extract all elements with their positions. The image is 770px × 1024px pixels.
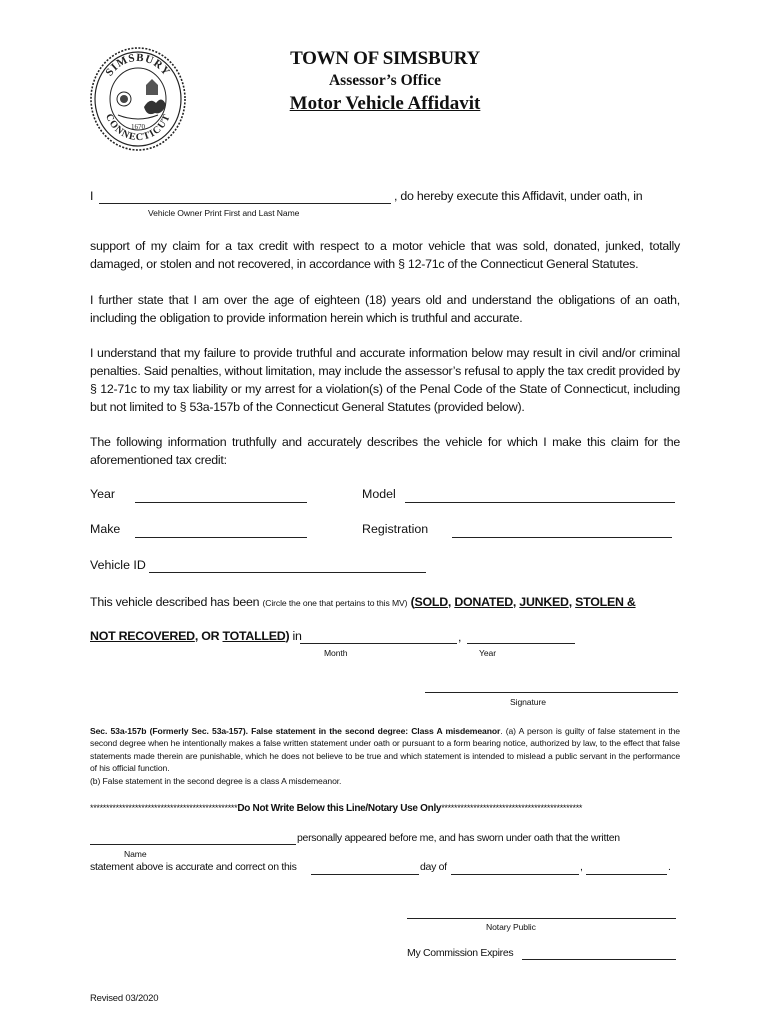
option-totalled[interactable]: TOTALLED <box>222 629 286 643</box>
paragraph-description: The following information truthfully and accurately describes the vehicle for which I make this claim for the aforementioned tax credit: <box>90 435 680 467</box>
statement-text: statement above is accurate and correct on this <box>90 861 297 873</box>
model-label: Model <box>362 487 396 501</box>
legal-body: . (a) A person is guilty of false statement in the second degree when he intentionally makes a false written statement under oath or pursuant to a form bearing notice, authorized by law, to the effect that false statements made therein are punishable, which he does not believe to be true and which statement is intended to mislead a public servant in the performance of his official function. <box>90 726 680 774</box>
option-sold[interactable]: SOLD <box>414 595 448 609</box>
month-field[interactable] <box>300 643 457 644</box>
status-in: in <box>292 629 302 643</box>
notary-public-caption: Notary Public <box>486 922 536 932</box>
model-field[interactable] <box>405 502 675 503</box>
month-caption: Month <box>324 648 348 658</box>
vehicle-id-label: Vehicle ID <box>90 558 146 572</box>
notary-signature-field[interactable] <box>407 918 676 919</box>
status-year-field[interactable] <box>467 643 575 644</box>
status-open-paren: ( <box>410 595 415 609</box>
paragraph-penalties: I understand that my failure to provide truthful and accurate information below may result in civil and/or criminal penalties. Said penalties, without limitation, may include the assessor’s refusal to apply the tax credit provided by § 12-71c to my tax liability or my arrest for a violation(s) of the Penal Code of the State of Connecticut, including but not limited to § 53a-157b of the Connecticut General Statutes (provided below). <box>90 346 680 414</box>
statement-period: . <box>668 861 671 873</box>
notary-divider <box>90 803 582 814</box>
registration-field[interactable] <box>452 537 672 538</box>
option-not-recovered[interactable]: NOT RECOVERED <box>90 629 195 643</box>
town-seal-graphic <box>88 45 188 153</box>
divider-text: Do Not Write Below this Line/Notary Use Only <box>237 803 442 814</box>
town-name: TOWN OF SIMSBURY <box>290 48 480 69</box>
day-of-text: day of <box>420 861 447 873</box>
seal-year: 1670 <box>131 123 145 131</box>
form-title: Motor Vehicle Affidavit <box>289 93 481 114</box>
notary-year-field[interactable] <box>586 874 667 875</box>
day-year-comma: , <box>580 861 583 873</box>
status-line: This vehicle described has been (Circle the one that pertains to this MV) (SOLD, DONATED, JUNKED, STOLEN & <box>90 595 636 609</box>
paragraph-claim: support of my claim for a tax credit with respect to a motor vehicle that was sold, donated, junked, totally damaged, or stolen and not recovered, in accordance with § 12-71c of the Connecticut General Statutes. <box>90 239 680 271</box>
office-name: Assessor’s Office <box>328 72 442 89</box>
notary-name-caption: Name <box>124 849 147 859</box>
town-seal <box>88 45 188 153</box>
divider-stars-left: ********************************************** <box>90 803 238 813</box>
seal-bottom-text: CONNECTICUT <box>103 112 173 144</box>
appeared-text: personally appeared before me, and has sworn under oath that the written <box>297 832 620 844</box>
option-donated[interactable]: DONATED <box>454 595 513 609</box>
make-label: Make <box>90 522 121 536</box>
legal-statute <box>90 725 680 775</box>
year-label: Year <box>90 487 116 501</box>
commission-expires-field[interactable] <box>522 959 676 960</box>
commission-label: My Commission Expires <box>407 947 514 959</box>
intro-suffix: , do hereby execute this Affidavit, under oath, in <box>394 189 643 203</box>
revised-date: Revised 03/2020 <box>90 993 159 1004</box>
notary-name-field[interactable] <box>90 844 296 845</box>
registration-label: Registration <box>362 522 429 536</box>
notary-month-field[interactable] <box>451 874 579 875</box>
make-field[interactable] <box>135 537 307 538</box>
year-field[interactable] <box>135 502 307 503</box>
seal-top-text: SIMSBURY <box>103 51 173 79</box>
owner-name-caption: Vehicle Owner Print First and Last Name <box>148 208 300 218</box>
status-year-caption: Year <box>479 648 496 658</box>
status-close-paren: ) <box>285 629 290 643</box>
intro-prefix: I <box>90 189 94 203</box>
vehicle-id-field[interactable] <box>149 572 426 573</box>
status-or: , OR <box>194 629 223 643</box>
month-year-comma: , <box>458 630 462 644</box>
paragraph-age: I further state that I am over the age of eighteen (18) years old and understand the obligations of an oath, including the obligation to provide information herein which is truthful and accurate. <box>90 293 680 325</box>
status-instruction: (Circle the one that pertains to this MV) <box>262 598 408 608</box>
legal-clause-b: (b) False statement in the second degree is a class A misdemeanor. <box>90 776 342 786</box>
divider-stars-right: ******************************************** <box>441 803 583 813</box>
legal-heading: Sec. 53a-157b (Formerly Sec. 53a-157). False statement in the second degree: Class A misdemeanor <box>90 726 501 736</box>
notary-day-field[interactable] <box>311 874 419 875</box>
option-junked[interactable]: JUNKED <box>519 595 569 609</box>
option-stolen[interactable]: STOLEN & <box>575 595 636 609</box>
signature-caption: Signature <box>510 697 546 707</box>
status-prefix: This vehicle described has been <box>90 595 260 609</box>
status-line-2 <box>90 629 302 643</box>
signature-field[interactable] <box>425 692 678 693</box>
owner-name-field[interactable] <box>99 203 391 204</box>
